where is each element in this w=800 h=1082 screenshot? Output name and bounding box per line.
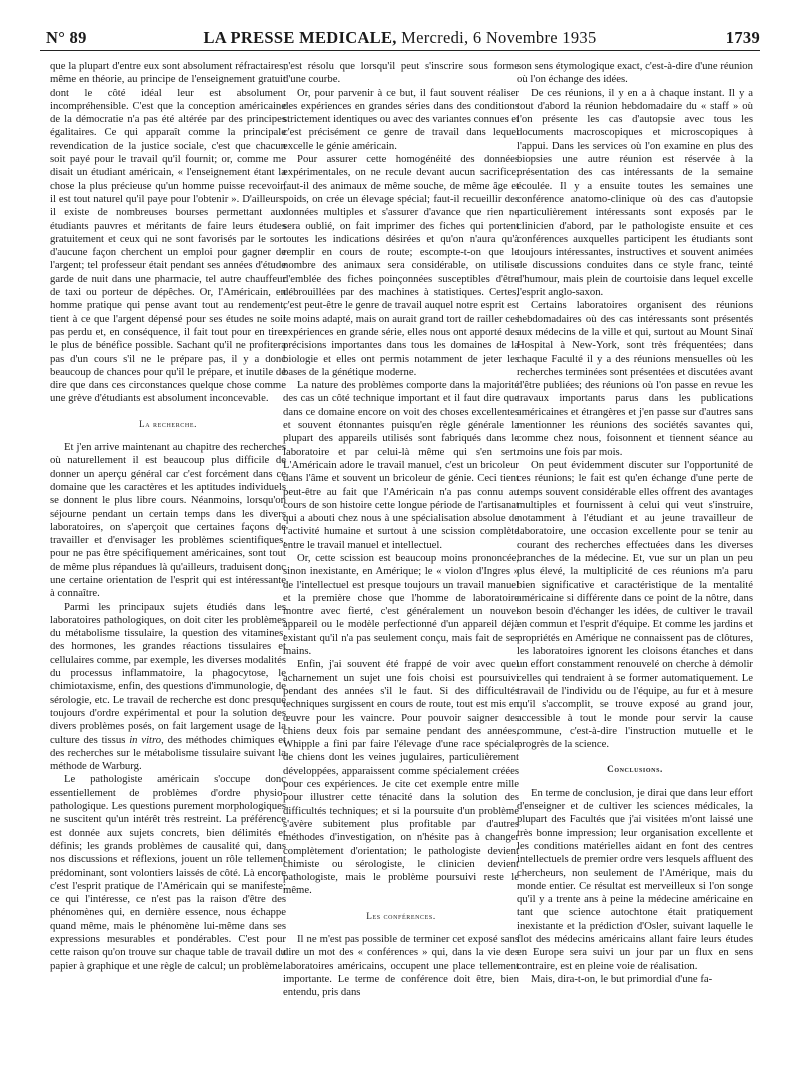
section-heading-recherche: La recherche.	[138, 418, 197, 429]
issue-number: N° 89	[46, 28, 87, 47]
paragraph	[50, 601, 286, 774]
paragraph: Et j'en arrive maintenant au chapitre des recherches où naturellement il est beaucoup plus difficile de donner un aperçu général car c'est forcément dans ce domaine que les caractères et les aptitudes individuels se donnent le plus libre cours. Néanmoins, lorsqu'on séjourne pendant un certain temps dans les divers laboratoires, on s'aperçoit que certaines façons de travailler et d'envisager les problèmes scientifiques, pour ne pas être spécifiquement américaines, sont tout de même plus répandues là qu'ailleurs, traduisent donc une certaine orientation de l'esprit qui est intéressante à connaître.	[50, 441, 286, 600]
running-title	[40, 28, 760, 48]
header-rule	[40, 50, 760, 51]
paragraph-text: Parmi les principaux sujets étudiés dans les laboratoires pathologiques, on doit citer les problèmes du métabolisme tissulaire, la question des vitamines, des hormones, les grandes réactions tissulaires et cellulaires comme, par exemple, les diverses modalités du processus inflammatoire, la phagocytose, le chimiotaxisme, enfin, des questions d'immunologie, de sérologie, etc. Le travail de recherche est donc presque toujours d'ordre expérimental et pour la solution des divers problèmes posés, on fait largement usage de la culture des tissus	[50, 600, 286, 746]
paragraph: Or, pour parvenir à ce but, il faut souvent réaliser des expériences en grandes séries dans des conditions strictement identiques ou avec des variantes connues et c'est précisément ce genre de travail dans lequel excelle le génie américain.	[283, 86, 519, 152]
paragraph: Pour assurer cette homogénéité des données expérimentales, on ne recule devant aucun sacrifice; faut-il des animaux de même souche, de même âge et poids, on crée un élevage spécial; faut-il recueillir des données multiples et s'assurer d'avance que rien ne sera oublié, on fait imprimer des fiches qui portent toutes les indications désirées et qu'on n'aura qu'à remplir en cours de route; escompte-t-on que le nombre des animaux sera considérable, on utilise d'emblée des fiches poinçonnées susceptibles d'être débrouillées par des machines à statistiques. Certes, c'est peut-être le genre de travail auquel notre esprit est le moins adapté, mais on aurait grand tort de railler ces expériences en grande série, elles nous ont apporté des précisions importantes dans tous les domaines de la biologie et elles ont permis notamment de jeter les bases de la génétique moderne.	[283, 153, 519, 378]
paragraph: Mais, dira-t-on, le but primordial d'une fa-	[531, 972, 713, 985]
column-left	[50, 60, 286, 973]
paragraph-text: , des méthodes chimiques et des recherches sur le métabolisme tissulaire suivant la méthode de Warburg.	[50, 733, 286, 773]
paragraph: De ces réunions, il y en a à chaque instant. Il y a tout d'abord la réunion hebdomadaire du « staff » où l'on présente les cas d'autopsie avec tous les documents macroscopiques et microscopiques à l'appui. Dans les services où l'on examine en plus des biopsies une autre réunion est réservée à la présentation des cas intéressants de la semaine écoulée. Il y a ensuite toutes les semaines une conférence anatomo-clinique où des cas d'autopsie particulièrement intéressants sont exposés par le clinicien d'abord, par le pathologiste ensuite et ces conférences auxquelles participent les étudiants sont toujours intéressantes, instructives et souvent animées de discussions conduites dans ce style franc, teinté d'humour, mais plein de courtoisie dans lequel excelle l'esprit anglo-saxon.	[517, 86, 753, 299]
issue-date: Mercredi, 6 Novembre 1935	[401, 28, 597, 47]
paragraph: Or, cette scission est beaucoup moins prononcée, sinon inexistante, en Amérique; le « violon d'Ingres » de l'intellectuel est presque toujours un travail manuel et la première chose que l'homme de laboratoire montre avec fierté, c'est généralement un nouvel appareil ou le modèle perfectionné d'un appareil déjà existant qu'il n'a pas seulement conçu, mais fait de ses mains.	[283, 551, 519, 658]
column-right	[517, 60, 753, 986]
page-header	[40, 28, 760, 50]
page-number: 1739	[725, 28, 760, 47]
paragraph: On peut évidemment discuter sur l'opportunité de ces réunions; le fait est qu'en échange d'une perte de temps souvent considérable elles offrent des avantages multiples et fournissent à celui qui veut s'instruire, notamment à l'étudiant et au jeune travailleur de laboratoire, une occasion excellente pour se tenir au courant des recherches effectuées dans les diverses branches de la médecine. Et, vue sur un plan un peu plus élevé, la multiplicité de ces réunions m'a paru bien significative et caractéristique de la mentalité américaine si différente dans ce point de la nôtre, dans son besoin d'échanger les idées, de cultiver le travail en commun et l'esprit d'équipe. Et comme les jardins et propriétés en Amérique ne connaissent pas de clôtures, les laboratoires ignorent les cloisons étanches et dans un effort constamment renouvelé on cherche à démolir celles qui tendraient à se former automatiquement. Le travail de l'individu ou de l'équipe, au fur et à mesure qu'il s'accomplit, se trouve exposé au grand jour, accessible à tout le monde pour servir la cause commune, c'est-à-dire l'instruction mutuelle et le progrès de la science.	[517, 458, 753, 751]
paragraph: La nature des problèmes comporte dans la majorité des cas un côté technique important et il faut dire que dans ce domaine encore on voit des choses excellentes et souvent étonnantes puisqu'en règle générale la plupart des appareils utilisés sont fabriqués dans le laboratoire et par celui-là même qui s'en sert. L'Américain adore le travail manuel, c'est un bricoleur dans l'âme et souvent un bricoleur de génie. Ceci tient peut-être au fait que l'Américain n'a pas connu au cours de son histoire cette longue période de l'artisanat qui a abouti chez nous à une spécialisation absolue de l'activité humaine et surtout à une scission complète entre le travail manuel et intellectuel.	[283, 379, 519, 551]
paragraph: n'est résolu que lorsqu'il peut s'inscrire sous forme d'une courbe.	[283, 60, 519, 86]
section-heading-conferences: Les conférences.	[366, 910, 436, 921]
italic-term: in vitro	[129, 733, 162, 746]
section-heading-conclusions: Conclusions.	[607, 764, 663, 775]
paragraph: que la plupart d'entre eux sont absolument réfractaires, même en théorie, au principe de l'enseignement gratuit dont le côté idéal leur est absolument incompréhensible. C'est que la conception américaine de la démocratie n'a pas été altérée par des principes égalitaires. Ce qui apparaît comme la principale revendication de la justice sociale, c'est que chacun soit payé pour le travail qu'il fournit; or, comme me disait un étudiant américain, « l'enseignement étant la chose la plus précieuse qu'un homme puisse recevoir, il est tout naturel qu'il paye pour l'obtenir ». D'ailleurs, il existe de nombreuses bourses permettant aux étudiants pauvres et méritants de faire leurs études gratuitement et ceux qui ne sont favorisés par le sort d'aucune façon cherchent un emploi pour gagner de l'argent; tel professeur était pendant ses années d'étude garde de nuit dans une pharmacie, tel autre chauffeur de taxi ou porteur de dépêches. Or, l'Américain, en homme pratique qui pense avant tout au rendement, tient à ce que l'argent dépensé pour ses études ne soit pas perdu et, en conséquence, il fait tout pour en tirer le plus de bénéfice possible. Sachant qu'il ne profitera pas d'un cours s'il ne le prépare pas, il y a donc beaucoup de chances pour qu'il le prépare, et inutile de dire que dans ces circonstances quelque chose comme une grève d'étudiants est absolument inconcevable.	[50, 60, 286, 405]
paragraph: Le pathologiste américain s'occupe donc essentiellement de problèmes d'ordre physio-pathologique. Les questions purement morphologiques ne suscitent qu'un intérêt très restreint. La préférence est donnée aux sujets concrets, bien délimités et définis; les grands problèmes de causalité qui, dans nos discussions et réflexions, jouent un rôle tellement prédominant, sont volontiers laissés de côté. Là encore c'est l'esprit pratique de l'Américain qui se manifeste; ce qui l'intéresse, ce n'est pas la raison d'être des phénomènes qui, en dernière essence, nous échappe quand même, mais le phénomène lui-même dans ses expressions mesurables et pondérables. C'est pour cette raison qu'on trouve sur chaque table de travail du papier à graphique et une règle de calcul; un problème	[50, 773, 286, 972]
paragraph: Enfin, j'ai souvent été frappé de voir avec quel acharnement un sujet une fois choisi est poursuivi pendant des années s'il le faut. Si des difficultés techniques surgissent en cours de route, tout est mis en œuvre pour les vaincre. Pour pouvoir saigner des chiens deux fois par semaine pendant des années, Whipple a fini par faire l'élevage d'une race spéciale de chiens dont les veines jugulaires, particulièrement développées, apparaissent comme spécialement créées pour ces expériences. Je cite cet exemple entre mille pour illustrer cette ténacité dans la solution des difficultés techniques; et si la poursuite d'un problème s'avère subitement plus profitable par d'autres méthodes d'investigation, on n'hésite pas à changer complètement d'orientation; le pathologiste devient chimiste ou sérologiste, le clinicien devient pathologiste, mais le problème poursuivi reste le même.	[283, 658, 519, 897]
paragraph: son sens étymologique exact, c'est-à-dire d'une réunion où l'on échange des idées.	[517, 60, 753, 86]
paragraph: Il ne m'est pas possible de terminer cet exposé sans dire un mot des « conférences » qui, dans la vie des laboratoires américains, occupent une place tellement importante. Le terme de conférence doit être, bien entendu, pris dans	[283, 933, 519, 999]
paragraph: En terme de conclusion, je dirai que dans leur effort d'enseigner et de cultiver les sciences médicales, la plupart des Facultés que j'ai visitées m'ont laissé une très bonne impression; leur organisation excellente et les conditions matérielles aidant en font des centres intellectuels de premier ordre vers lesquels affluent des chercheurs, non seulement de l'Amérique, mais du monde entier. Ce résultat est merveilleux si l'on songe qu'il y a trente ans à peine la médecine américaine en tant que science autochtone était pratiquement inexistante et la prédiction d'Osler, suivant laquelle le flot des médecins américains allant faire leurs études en Europe sera suivi un jour par un flux en sens contraire, est en pleine voie de réalisation.	[517, 786, 753, 972]
paragraph: Certains laboratoires organisent des réunions hebdomadaires où des cas intéressants sont présentés aux médecins de la ville et qui, surtout au Mount Sinaï Hospital à New-York, sont très fréquentées; dans chaque Faculté il y a des réunions mensuelles où les recherches terminées sont présentées et discutées avant d'être publiées; des réunions où l'on passe en revue les travaux importants parus dans les publications américaines et étrangères et j'en passe sur d'autres sans mentionner les réunions des sociétés savantes qui, comme chez nous, foisonnent et tiennent séance au moins une fois par mois.	[517, 299, 753, 458]
journal-name: LA PRESSE MEDICALE,	[203, 28, 397, 47]
column-middle	[283, 60, 519, 999]
